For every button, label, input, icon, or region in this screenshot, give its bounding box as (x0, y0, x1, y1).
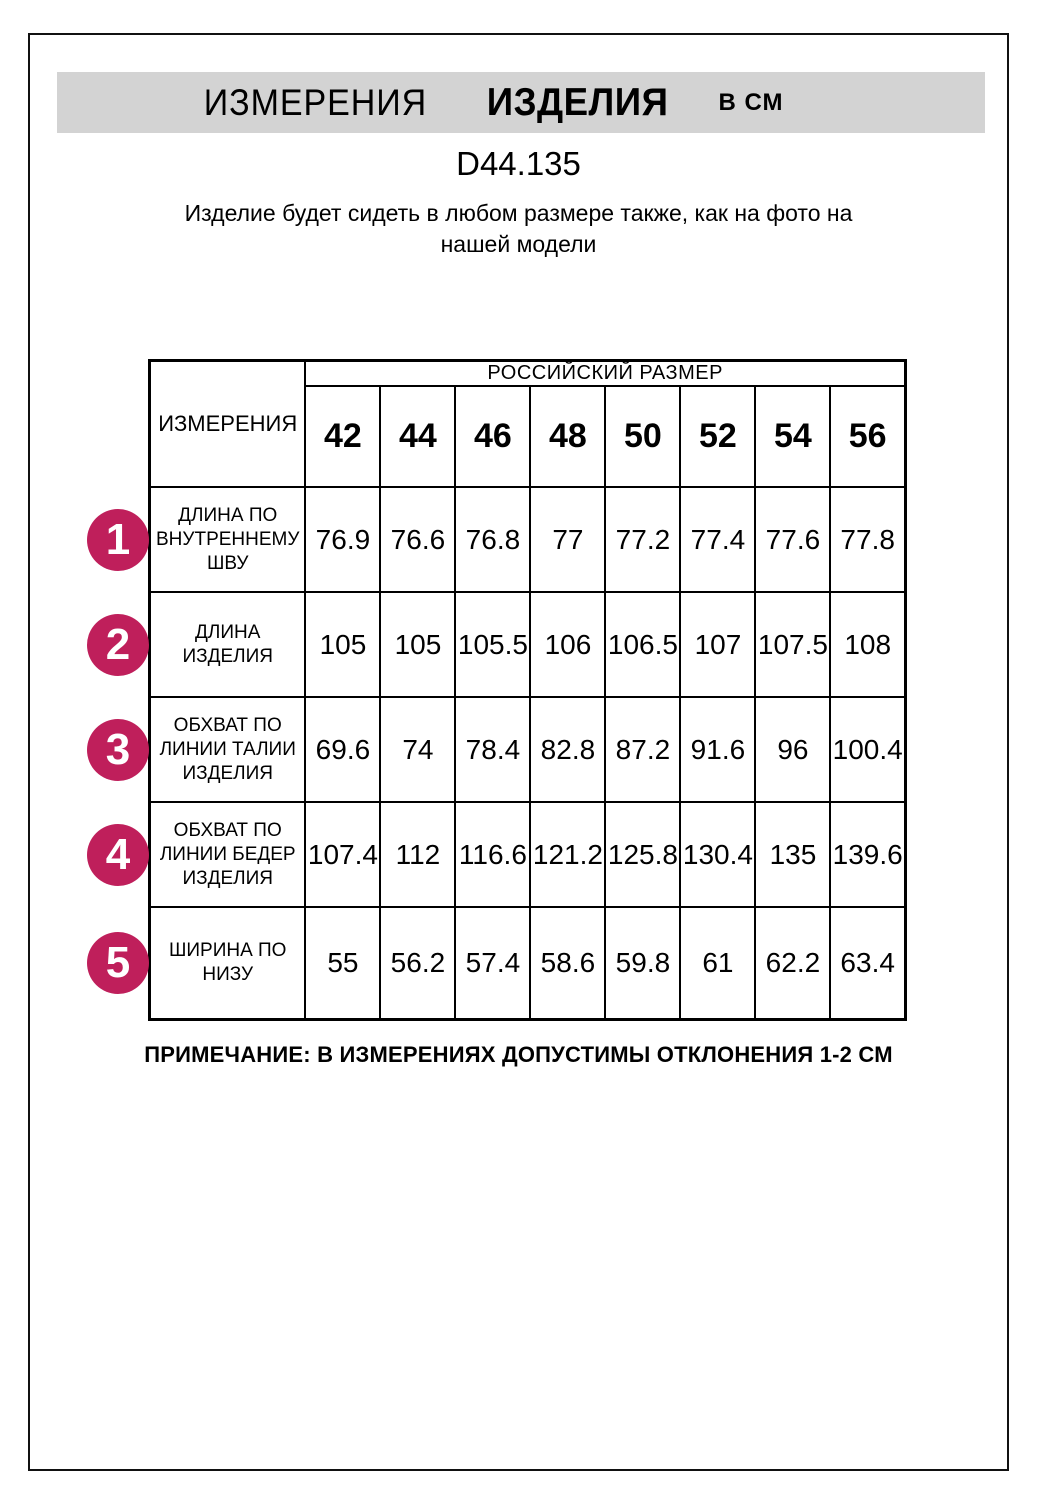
measurement-value-cell: 74 (380, 697, 455, 802)
measurement-label-cell (105, 697, 306, 802)
measurement-value-cell: 105.5 (455, 592, 530, 697)
measurement-value-cell: 77.4 (680, 487, 755, 592)
title-bar (57, 72, 985, 133)
table-row (150, 802, 906, 907)
measurement-value-cell: 76.6 (380, 487, 455, 592)
measurement-label: ШИРИНА ПО НИЗУ (168, 939, 287, 985)
measurement-value-cell: 96 (755, 697, 830, 802)
measurement-label: ОБХВАТ ПО ЛИНИИ ТАЛИИ ИЗДЕЛИЯ (159, 714, 296, 784)
measurement-value-cell: 55 (305, 907, 380, 1019)
measurement-value-cell: 121.2 (530, 802, 605, 907)
measurement-value-cell: 61 (680, 907, 755, 1019)
measurement-label: ДЛИНА ПО ВНУТРЕННЕМУ ШВУ (156, 504, 300, 574)
measurement-value-cell: 87.2 (605, 697, 680, 802)
table-head (150, 361, 906, 488)
size-column-header: 48 (530, 386, 605, 487)
title-units: В СМ (718, 88, 784, 116)
measurement-value-cell: 125.8 (605, 802, 680, 907)
measurement-value-cell: 57.4 (455, 907, 530, 1019)
size-column-header: 54 (755, 386, 830, 487)
size-column-header: 42 (305, 386, 380, 487)
measurement-label-cell (105, 802, 306, 907)
measurement-value-cell: 116.6 (455, 802, 530, 907)
row-number-badge: 1 (87, 509, 149, 571)
measurement-value-cell: 76.9 (305, 487, 380, 592)
measurement-value-cell: 78.4 (455, 697, 530, 802)
size-column-header: 50 (605, 386, 680, 487)
measurement-value-cell: 76.8 (455, 487, 530, 592)
measurement-value-cell: 107.5 (755, 592, 830, 697)
fit-subtitle: Изделие будет сидеть в любом размере также, как на фото на нашей модели (184, 200, 853, 257)
measurement-value-cell: 107.4 (305, 802, 380, 907)
measurement-value-cell: 106 (530, 592, 605, 697)
table-body (105, 487, 906, 1019)
size-table (105, 359, 907, 1021)
size-column-header: 44 (380, 386, 455, 487)
row-number-badge: 4 (87, 824, 149, 886)
table-row (150, 592, 906, 697)
group-header-row (150, 361, 906, 387)
measurement-value-cell: 130.4 (680, 802, 755, 907)
measurement-value-cell: 69.6 (305, 697, 380, 802)
size-column-header: 52 (680, 386, 755, 487)
measurement-value-cell: 107 (680, 592, 755, 697)
measurement-value-cell: 135 (755, 802, 830, 907)
measurement-label-cell (105, 487, 306, 592)
measurement-value-cell: 91.6 (680, 697, 755, 802)
measurement-value-cell: 106.5 (605, 592, 680, 697)
tolerance-note: ПРИМЕЧАНИЕ: В ИЗМЕРЕНИЯХ ДОПУСТИМЫ ОТКЛОНЕНИЯ 1-2 СМ (144, 1042, 893, 1067)
measurement-value-cell: 77.6 (755, 487, 830, 592)
measurement-label: ОБХВАТ ПО ЛИНИИ БЕДЕР ИЗДЕЛИЯ (159, 819, 296, 889)
measurement-value-cell: 77.2 (605, 487, 680, 592)
table-row (150, 697, 906, 802)
measurement-value-cell: 139.6 (830, 802, 905, 907)
measurement-value-cell: 82.8 (530, 697, 605, 802)
measurement-label: ДЛИНА ИЗДЕЛИЯ (182, 621, 273, 667)
title-measurements: ИЗМЕРЕНИЯ (204, 81, 428, 123)
table-row (150, 487, 906, 592)
size-column-header: 56 (830, 386, 905, 487)
measurement-value-cell: 62.2 (755, 907, 830, 1019)
row-number-badge: 5 (87, 932, 149, 994)
table-row (150, 907, 906, 1019)
measurement-value-cell: 58.6 (530, 907, 605, 1019)
title-product: ИЗДЕЛИЯ (487, 80, 669, 124)
measurement-value-cell: 105 (305, 592, 380, 697)
document-page (28, 33, 1009, 1471)
russian-size-header: РОССИЙСКИЙ РАЗМЕР (305, 361, 905, 387)
size-column-header: 46 (455, 386, 530, 487)
measurement-value-cell: 108 (830, 592, 905, 697)
measurement-value-cell: 63.4 (830, 907, 905, 1019)
measurement-value-cell: 105 (380, 592, 455, 697)
row-number-badge: 2 (87, 614, 149, 676)
measurement-value-cell: 112 (380, 802, 455, 907)
row-number-badge: 3 (87, 719, 149, 781)
measurement-value-cell: 77 (530, 487, 605, 592)
measurement-value-cell: 59.8 (605, 907, 680, 1019)
measurement-value-cell: 100.4 (830, 697, 905, 802)
measurement-label-cell (105, 592, 306, 697)
measurement-label-cell (105, 907, 306, 1019)
measurement-value-cell: 56.2 (380, 907, 455, 1019)
model-code: D44.135 (456, 145, 581, 182)
corner-header-cell: ИЗМЕРЕНИЯ (150, 361, 306, 488)
measurement-value-cell: 77.8 (830, 487, 905, 592)
